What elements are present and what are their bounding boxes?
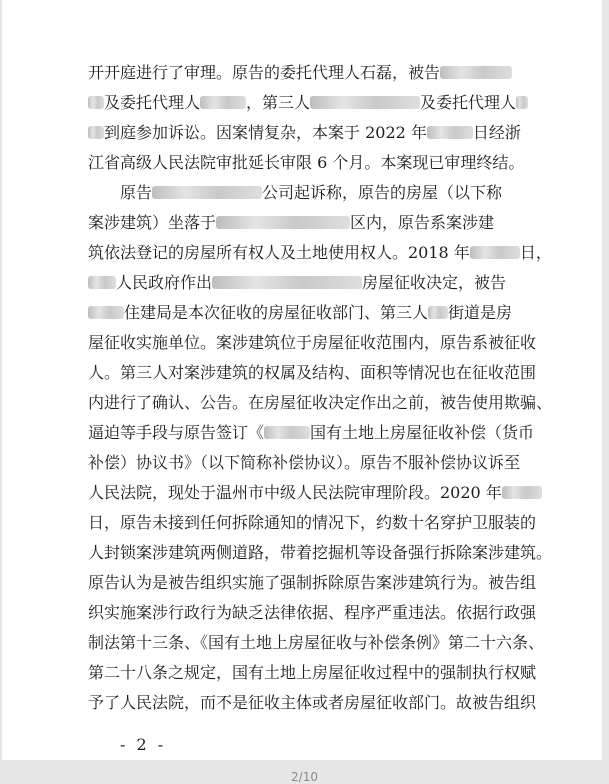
redaction-mark	[516, 96, 528, 109]
text-line: 日，原告未接到任何拆除通知的情况下，约数十名穿护卫服装的	[88, 513, 537, 532]
text-line: 人封锁案涉建筑两侧道路，带着挖掘机等设备强行拆除案涉建筑。	[88, 543, 553, 562]
text-line: 屋征收实施单位。案涉建筑位于房屋征收范围内，原告系被征收	[88, 333, 537, 352]
text-line: 逼迫等手段与原告签订《 国有土地上房屋征收补偿（货币	[88, 423, 535, 442]
text-line: 织实施案涉行政行为缺乏法律依据、程序严重违法。依据行政强	[88, 603, 537, 622]
page-number: - 2 -	[120, 735, 167, 754]
text-line: 原告认为是被告组织实施了强制拆除原告案涉建筑行为。被告组	[88, 573, 537, 592]
redaction-mark	[212, 276, 362, 289]
text-line: 人。第三人对案涉建筑的权属及结构、面积等情况也在征收范围	[88, 363, 537, 382]
redaction-mark	[427, 126, 473, 139]
redaction-mark	[310, 96, 420, 109]
text-line: 江省高级人民法院审批延长审限 6 个月。本案现已审理终结。	[88, 153, 525, 172]
redaction-mark	[88, 126, 104, 139]
text-line: 开开庭进行了审理。原告的委托代理人石磊，被告	[88, 58, 558, 88]
text-line: 补偿）协议书》（以下简称补偿协议）。原告不服补偿协议诉至	[88, 453, 521, 472]
redaction-mark	[88, 276, 116, 289]
redaction-mark	[88, 96, 104, 109]
text-line: 及委托代理人 ，第三人 及委托代理人	[88, 88, 558, 118]
text-line: 住建局是本次征收的房屋征收部门、第三人 街道是房	[88, 298, 558, 328]
text-line: 第二十八条之规定，国有土地上房屋征收过程中的强制执行权赋	[88, 663, 537, 682]
redaction-mark	[502, 486, 542, 499]
text-line: 原告 公司起诉称，原告的房屋（以下称	[120, 183, 503, 202]
text-line: 制法第十三条、《国有土地上房屋征收与补偿条例》第二十六条、	[88, 633, 545, 652]
redaction-mark	[152, 186, 262, 199]
text-line: 内进行了确认、公告。在房屋征收决定作出之前，被告使用欺骗、	[88, 393, 553, 412]
redaction-mark	[264, 426, 310, 439]
document-page	[2, 0, 602, 760]
page-indicator: 2/10	[291, 770, 318, 784]
redaction-mark	[216, 216, 350, 229]
text-line: 筑依法登记的房屋所有权人及土地使用权人。2018 年 日，	[88, 243, 552, 262]
document-body	[2, 0, 602, 720]
redaction-mark	[428, 306, 448, 319]
redaction-mark	[440, 66, 512, 79]
text-line: 人民法院，现处于温州市中级人民法院审理阶段。2020 年	[88, 478, 558, 508]
text-line: 案涉建筑）坐落于 区内，原告系案涉建	[88, 213, 495, 232]
text-line: 到庭参加诉讼。因案情复杂，本案于 2022 年 日经浙	[88, 118, 558, 148]
redaction-mark	[470, 246, 520, 259]
redaction-mark	[200, 96, 246, 109]
text-line: 人民政府作出 房屋征收决定，被告	[88, 268, 558, 298]
redaction-mark	[88, 306, 124, 319]
text-line: 予了人民法院，而不是征收主体或者房屋征收部门。故被告组织	[88, 693, 537, 712]
